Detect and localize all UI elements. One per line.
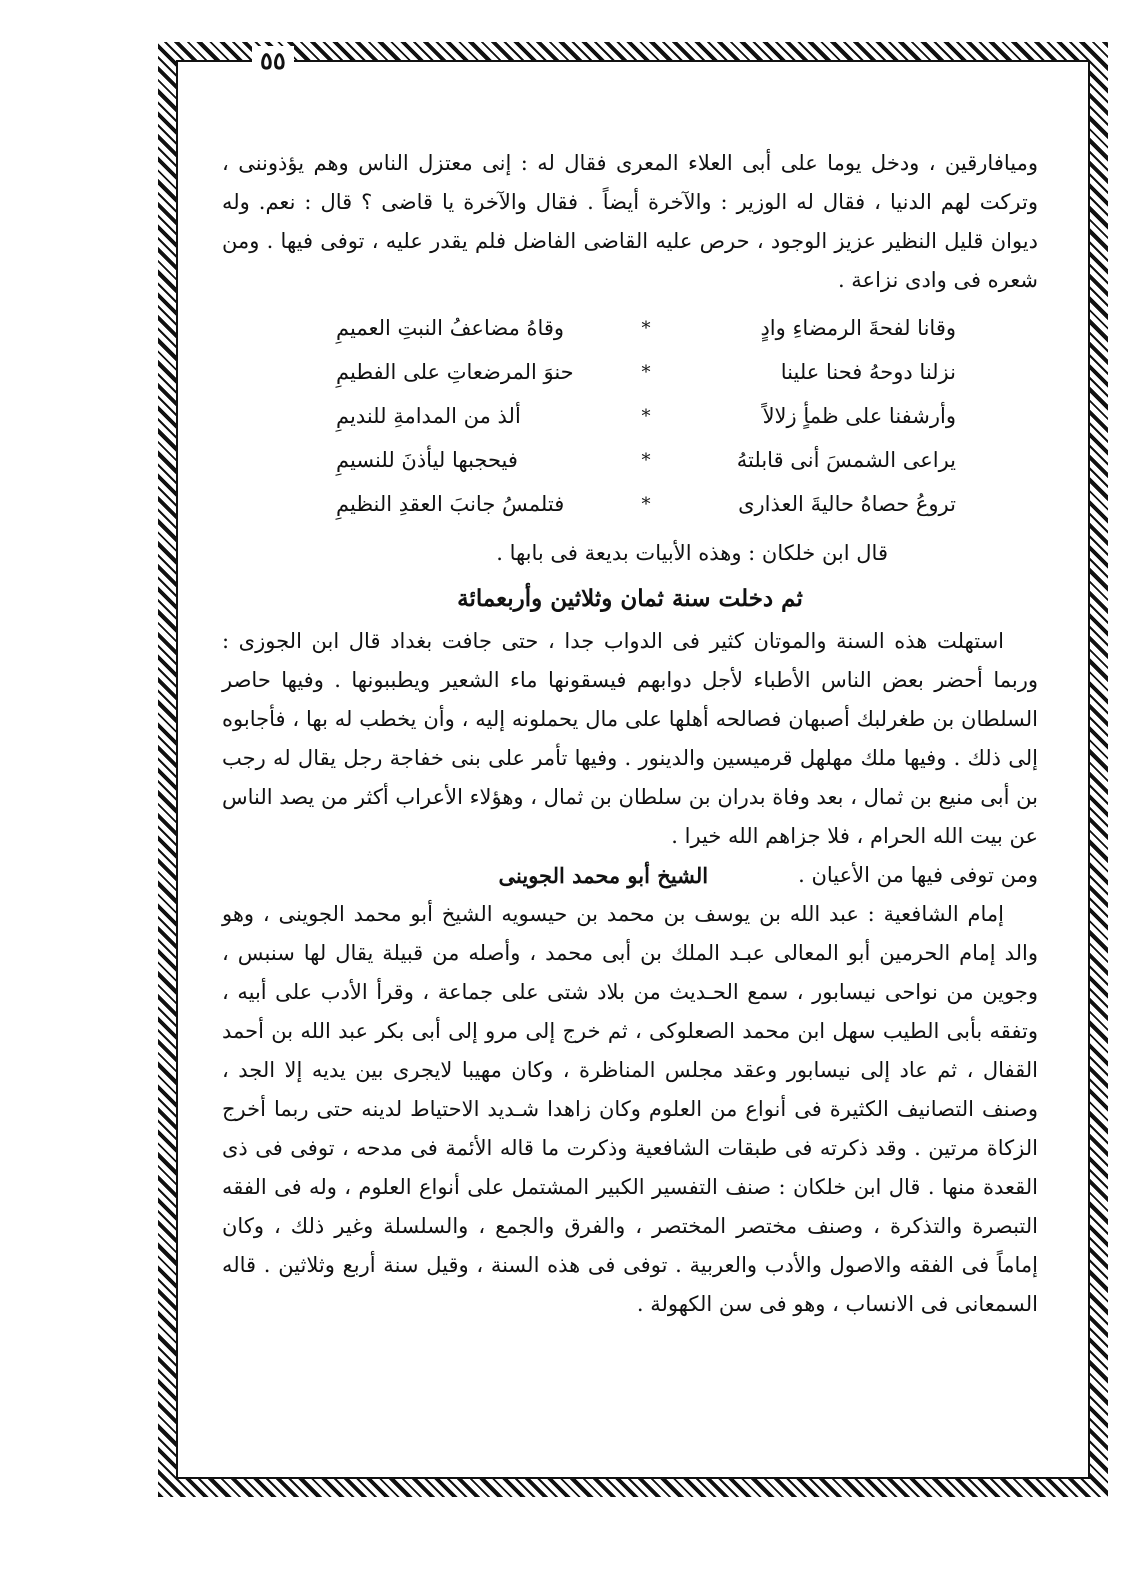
poem-verse	[336, 438, 956, 482]
verse-first-hemistich: وأرشفنا علی ظمأٍ زلالاً	[762, 403, 956, 428]
verse-first-hemistich: نزلنا دوحهُ فحنا علینا	[780, 359, 956, 384]
verse-separator: *	[641, 361, 651, 383]
deaths-line	[222, 856, 1038, 895]
deaths-intro: ومن توفی فیها من الأعیان .	[798, 863, 1038, 887]
verse-first-hemistich: یراعی الشمسَ أنی قابلتهُ	[736, 447, 956, 472]
verse-separator: *	[641, 449, 651, 471]
verse-second-hemistich: فیحجبها لیأذنَ للنسیمِ	[336, 447, 518, 472]
year-heading: ثم دخلت سنة ثمان وثلاثین وأربعمائة	[457, 585, 803, 612]
events-paragraph: استهلت هذه السنة والموتان کثیر فی الدواب جدا ، حتی جافت بغداد قال ابن الجوزی : وربما أحضر بعض الناس الأطباء لأجل دوابهم فیسقونها ماء الشعیر ویطببونها . وفیها حاصر السلطان بن طغرلبك أصبهان فصالحه أهلها علی مال یحملونه إلیه ، وأن یخطب له بها ، فأجابوه إلی ذلك . وفیها ملك مهلهل قرمیسین والدینور . وفیها تأمر علی بنی خفاجة رجل یقال له رجب بن أبی منیع بن ثمال ، بعد وفاة بدران بن سلطان بن ثمال ، وهؤلاء الأعراب أکثر من یصد الناس عن بیت الله الحرام ، فلا جزاهم الله خیرا .	[222, 629, 1038, 848]
closing-remark: قال ابن خلکان : وهذه الأبیات بدیعة فی بابها .	[496, 541, 888, 565]
verse-second-hemistich: وقاهُ مضاعفُ النبتِ العمیمِ	[336, 315, 565, 340]
verse-first-hemistich: وقانا لفحةَ الرمضاءِ وادٍ	[760, 315, 956, 340]
poem-verse	[336, 394, 956, 438]
opening-paragraph: ومیافارقین ، ودخل یوما علی أبی العلاء المعری فقال له : إنی معتزل الناس وهم یؤذوننی ، وترکت لهم الدنیا ، فقال له الوزیر : والآخرة أیضاً . فقال والآخرة یا قاضی ؟ قال : نعم. وله دیوان قلیل النظیر عزیز الوجود ، حرص علیه القاضی الفاضل فلم یقدر علیه ، توفی فیها . ومن شعره فی وادی نزاعة .	[222, 151, 1038, 292]
poem	[336, 306, 956, 526]
poem-verse	[336, 482, 956, 526]
page-number: ٥٥	[252, 46, 294, 75]
biography-heading: الشیخ أبو محمد الجوینی	[498, 863, 709, 888]
page-body	[222, 144, 1038, 1324]
verse-second-hemistich: ألذ من المدامةِ للندیمِ	[336, 403, 521, 428]
poem-verse	[336, 350, 956, 394]
biography-paragraph: إمام الشافعیة : عبد الله بن یوسف بن محمد بن حیسویه الشیخ أبو محمد الجوینی ، وهو والد إمام الحرمین أبو المعالی عبـد الملك بن أبی محمد ، وأصله من قبیلة یقال لها سنبس ، وجوین من نواحی نیسابور ، سمع الحـدیث من بلاد شتی علی جماعة ، وقرأ الأدب علی أبیه ، وتفقه بأبی الطیب سهل ابن محمد الصعلوکی ، ثم خرج إلی مرو إلی أبی بکر عبد الله بن أحمد القفال ، ثم عاد إلی نیسابور وعقد مجلس المناظرة ، وکان مهیبا لایجری بین یدیه إلا الجد ، وصنف التصانیف الکثیرة فی أنواع من العلوم وکان زاهدا شـدید الاحتیاط لدینه حتی ربما أخرج الزکاة مرتین . وقد ذکرته فی طبقات الشافعیة وذکرت ما قاله الأئمة فی مدحه ، توفی فی ذی القعدة منها . قال ابن خلکان : صنف التفسیر الکبیر المشتمل علی أنواع العلوم ، وله فی الفقه التبصرة والتذکرة ، وصنف مختصر المختصر ، والفرق والجمع ، والسلسلة وغیر ذلك ، وکان إماماً فی الفقه والاصول والأدب والعربیة . توفی فی هذه السنة ، وقیل سنة أربع وثلاثین . قاله السمعانی فی الانساب ، وهو فی سن الکهولة .	[222, 902, 1038, 1316]
verse-second-hemistich: فتلمسُ جانبَ العقدِ النظیمِ	[336, 491, 565, 516]
poem-verse	[336, 306, 956, 350]
verse-separator: *	[641, 317, 651, 339]
verse-separator: *	[641, 405, 651, 427]
verse-second-hemistich: حنوَ المرضعاتِ علی الفطیمِ	[336, 359, 574, 384]
verse-first-hemistich: تروعُ حصاهُ حالیةَ العذاری	[738, 491, 956, 516]
verse-separator: *	[641, 493, 651, 515]
